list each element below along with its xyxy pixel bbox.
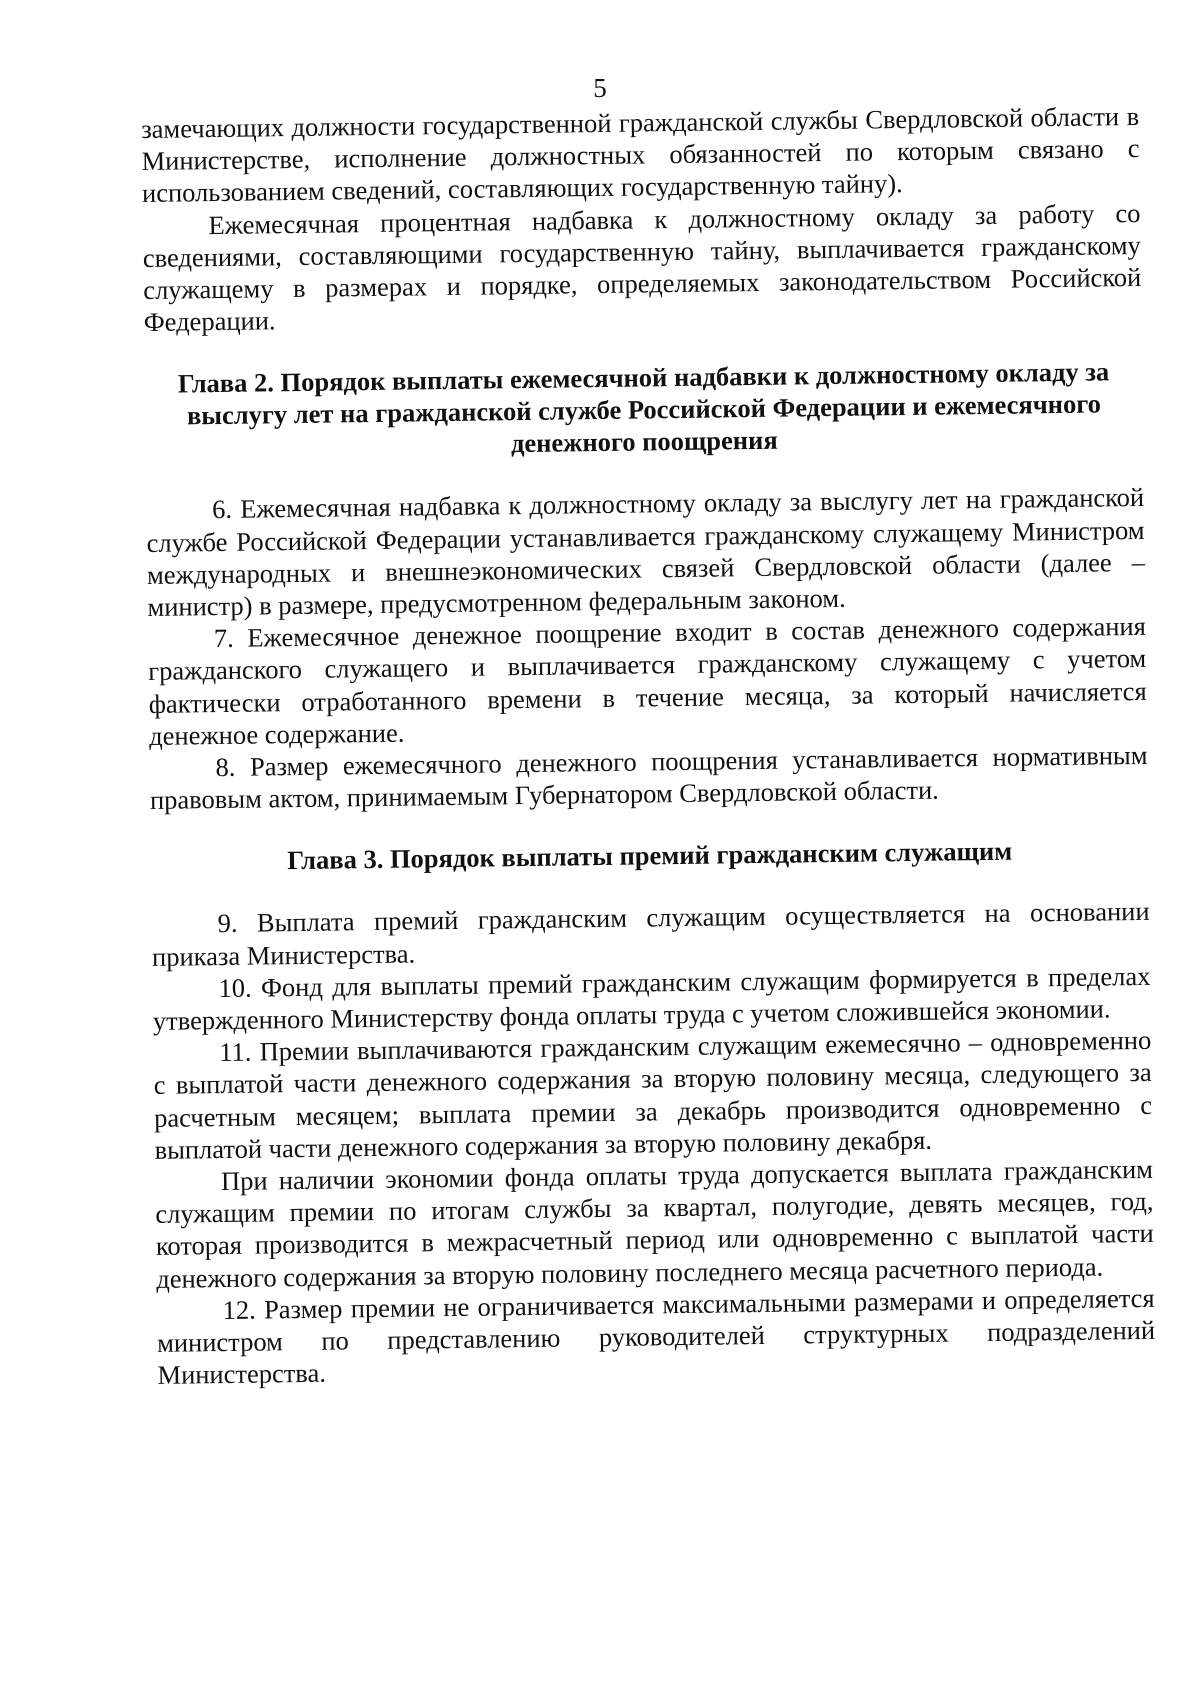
paragraph-12: 12. Размер премии не ограничивается максимальными размерами и определяется министром по представлению руководителей структурных подразделений Министерства. <box>156 1282 1156 1391</box>
chapter-2-heading: Глава 2. Порядок выплаты ежемесячной надбавки к должностному окладу за выслугу лет на гражданской службе Российской Федерации и ежемесячного денежного поощрения <box>177 356 1110 459</box>
page-number: 5 <box>593 73 607 103</box>
paragraph-10: 10. Фонд для выплаты премий гражданским служащим формируется в пределах утвержденного Министерству фонда оплаты труда с учетом сложившейся экономии. <box>152 960 1151 1036</box>
paragraph-11: 11. Премии выплачиваются гражданским служащим ежемесячно – одновременно с выплатой части денежного содержания за вторую половину месяца, следующего за расчетным месяцем; выплата премии за декабрь производится одновременно с выплатой части денежного содержания за вторую половину декабря. <box>153 1025 1153 1165</box>
chapter-3-heading: Глава 3. Порядок выплаты премий гражданским служащим <box>287 836 1013 876</box>
paragraph-9: 9. Выплата премий гражданским служащим осуществляется на основании приказа Министерства. <box>151 896 1150 972</box>
paragraph-continuation: замечающих должности государственной гражданской службы Свердловской области в Министерстве, исполнение должностных обязанностей по которым связано с использованием сведений, составляющих государственную тайну). <box>141 100 1140 209</box>
document-body <box>141 100 1156 1391</box>
paragraph-7: 7. Ежемесячное денежное поощрение входит в состав денежного содержания гражданского служащего и выплачивается гражданскому служащему с учетом фактически отработанного времени в течение месяца, за который начисляется денежное содержание. <box>148 611 1147 751</box>
paragraph-secret-allowance: Ежемесячная процентная надбавка к должностному окладу за работу со сведениями, составляющими государственную тайну, выплачивается гражданскому служащему в размерах и порядке, определяемых законодательством Российской Федерации. <box>142 197 1142 338</box>
paragraph-11-economy: При наличии экономии фонда оплаты труда допускается выплата гражданским служащим премии по итогам службы за квартал, полугодие, девять месяцев, год, которая производится в межрасчетный период или одновременно с выплатой части денежного содержания за вторую половину последнего месяца расчетного периода. <box>155 1153 1154 1294</box>
paragraph-8: 8. Размер ежемесячного денежного поощрения устанавливается нормативным правовым актом, принимаемым Губернатором Свердловской области. <box>149 739 1148 816</box>
paragraph-6: 6. Ежемесячная надбавка к должностному окладу за выслугу лет на гражданской службе Российской Федерации устанавливается гражданскому служащему Министром международных и внешнеэкономических связей Свердловской области (далее – министр) в размере, предусмотренном федеральным законом. <box>146 482 1146 622</box>
